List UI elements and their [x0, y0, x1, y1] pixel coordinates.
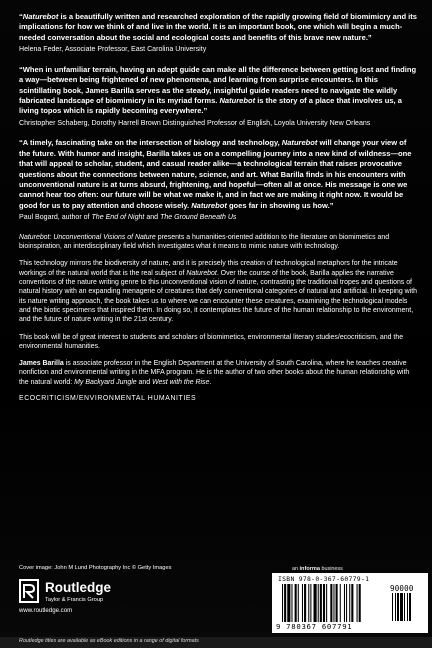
description-paragraph-3: This book will be of great interest to students and scholars of biomimetics, environmental literary studies/ecocriticism, and the environmental humanities. — [19, 333, 404, 350]
cover-text-column — [19, 12, 419, 410]
endorsement-quote-1: “Naturebot is a beautifully written and researched exploration of the rapidly growing field of biomimicry and its implications for how we think of and live in the world. It is an important book, one which will begin a much-needed conversation about the social and ecological costs and benefits of this brave new nature.” — [19, 12, 417, 42]
informa-prefix: an — [292, 566, 300, 572]
isbn-label: ISBN 978-0-367-60779-1 — [278, 575, 370, 583]
publisher-name: Routledge — [45, 580, 111, 595]
isbn-barcode — [272, 573, 428, 633]
description-paragraph-2: This technology mirrors the biodiversity of nature, and it is precisely this creation of technological metaphors for the intricate workings of the natural world that is the real subject of Naturebot. Over the course of the book, Barilla applies the narrative conventions of the nature writing genre to this unconventional vision of nature, contrasting the traditional tropes and questions of natural history with an expanding menagerie of creatures that defy conventional categories of natural and artificial. In keeping with its nature writing approach, the book takes us to where we can encounter these creatures, examining the technological models and the biotic specimens that inspired them. In doing so, it contemplates the future of the human relationship to the environment, and the future of nature writing in the 21st century. — [19, 260, 417, 324]
endorsement-attribution-1: Helena Feder, Associate Professor, East Carolina University — [19, 46, 207, 54]
publisher-url: www.routledge.com — [19, 607, 73, 614]
price-barcode-bars — [392, 593, 422, 623]
barcode-bars — [282, 584, 386, 624]
routledge-logo — [19, 578, 159, 614]
author-bio-text: is associate professor in the English Department at the University of South Carolina, where he teaches creative nonfiction and environmental writing in the MFA program. He is the author of two other books about the human relationship with the natural world: My Backyard Jungle and West with the Rise. — [19, 360, 410, 386]
subject-category: ECOCRITICISM/ENVIRONMENTAL HUMANITIES — [19, 395, 197, 403]
author-name: James Barilla — [19, 360, 64, 368]
endorsement-attribution-2: Christopher Schaberg, Dorothy Harrell Brown Distinguished Professor of English, Loyola University New Orleans — [19, 119, 371, 127]
cover-image-credit: Cover image: John M Lund Photography Inc © Getty Images — [19, 565, 172, 571]
informa-business-tag — [292, 566, 343, 572]
informa-brand: informa — [299, 566, 321, 572]
author-bio — [19, 359, 419, 387]
description-paragraph-1: Naturebot: Unconventional Visions of Nature presents a humanities-oriented addition to the literature on biomimetics and bioinspiration, an interdisciplinary field which investigates what it means to mimic nature with technology. — [19, 233, 390, 251]
ebook-availability-note: Routledge titles are available as eBook editions in a range of digital formats — [19, 638, 199, 644]
informa-suffix: business — [320, 566, 343, 572]
barcode-digits: 9 780367 607791 — [276, 622, 353, 631]
publisher-group: Taylor & Francis Group — [45, 597, 104, 603]
routledge-mark-icon — [19, 578, 41, 604]
endorsement-attribution-3: Paul Bogard, author of The End of Night and The Ground Beneath Us — [19, 214, 237, 222]
price-code: 90000 — [390, 584, 414, 593]
endorsement-quote-2: “When in unfamiliar terrain, having an adept guide can make all the difference between getting lost and finding a way—between being frightened of new phenomena, and learning from surprise encounters. In this scintillating book, James Barilla serves as the steady, insightful guide readers need to navigate the wildly fabricated landscape of biomimicry in its myriad forms. Naturebot is the story of a place that involves us, a living topos which is rapidly becoming everywhere.” — [19, 64, 417, 116]
endorsement-quote-3: “A timely, fascinating take on the intersection of biology and technology, Naturebot will change your view of the future. With humor and insight, Barilla takes us on a compelling journey into a new kind of wildness—one that will appeal to scholar, student, and casual reader alike—a technological terrain that raises provocative questions about the connections between nature, science, and art. What Barilla finds in his encounters with unconventional nature is at turns absurd, frightening, and hopeful—often all at once. His message is one we cannot hear too often: our future will be what we make it, and in fact we are making it right now. It would be good for us to pay attention and choose wisely. Naturebot goes far in showing us how.” — [19, 138, 412, 210]
